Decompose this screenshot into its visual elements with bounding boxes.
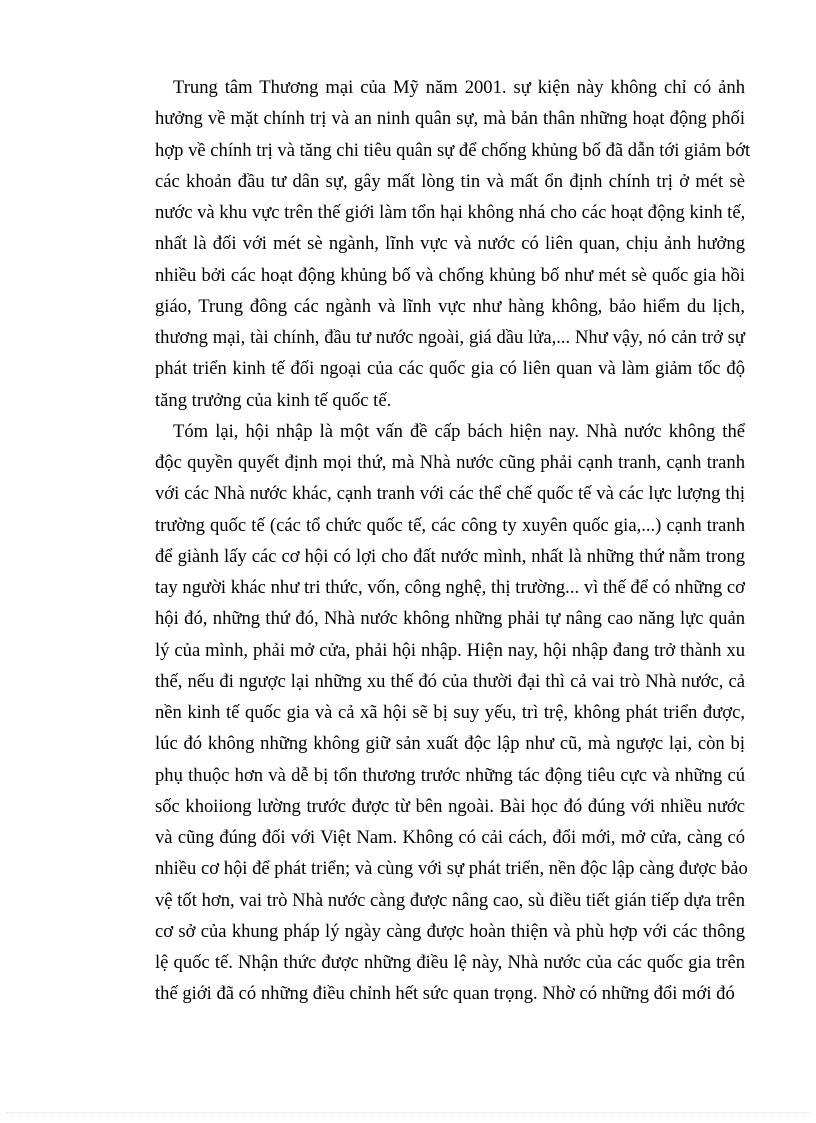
text-line: sốc khoiiong lường trước được từ bên ngoài. Bài học đó đúng với nhiều nước: [155, 795, 745, 817]
text-line: phụ thuộc hơn và dễ bị tổn thương trước những tác động tiêu cực và những cú: [155, 764, 745, 786]
text-line: vệ tốt hơn, vai trò Nhà nước càng được nâng cao, sù điều tiết gián tiếp dựa trên: [155, 889, 745, 911]
text-line: nhiều cơ hội để phát triển; và cùng với sự phát triển, nền độc lập càng được bảo: [155, 858, 748, 880]
text-line: lý của mình, phải mở cửa, phải hội nhập. Hiện nay, hội nhập đang trở thành xu: [155, 639, 745, 661]
page-bottom-border: [6, 1112, 810, 1113]
text-line: nước và khu vực trên thế giới làm tổn hại không nhá cho các hoạt động kinh tế,: [155, 202, 746, 223]
text-line: hợp về chính trị và tăng chi tiêu quân sự để chống khủng bố đã dẫn tới giảm bớt: [155, 139, 751, 161]
text-line: các khoản đầu tư dân sự, gây mất lòng tin và mất ổn định chính trị ở mét sè: [155, 170, 745, 192]
text-line: tay người khác như tri thức, vốn, công nghệ, thị trường... vì thế để có những cơ: [155, 577, 745, 598]
text-line: Trung tâm Thương mại của Mỹ năm 2001. sự kiện này không chỉ có ảnh: [173, 77, 745, 98]
text-line: hội đó, những thứ đó, Nhà nước không những phải tự nâng cao năng lực quản: [155, 608, 745, 630]
text-line: nhất là đối với mét sè ngành, lĩnh vực và nước có liên quan, chịu ảnh hưởng: [155, 233, 745, 255]
text-line: và cũng đúng đối với Việt Nam. Không có cải cách, đổi mới, mở cửa, càng có: [155, 827, 745, 848]
text-line: với các Nhà nước khác, cạnh tranh với các thể chế quốc tế và các lực lượng thị: [155, 483, 745, 505]
paragraph-2: [155, 416, 748, 1010]
text-line: độc quyền quyết định mọi thứ, mà Nhà nước cũng phải cạnh tranh, cạnh tranh: [155, 452, 745, 473]
text-line: cơ sở của khung pháp lý ngày càng được hoàn thiện và phù hợp với các thông: [155, 920, 745, 942]
text-line: hưởng về mặt chính trị và an ninh quân sự, mà bản thân những hoạt động phối: [155, 108, 745, 130]
text-line: thế giới đã có những điều chỉnh hết sức quan trọng. Nhờ có những đổi mới đó: [155, 983, 735, 1005]
text-line: thế, nếu đi ngược lại những xu thế đó của thười đại thì cả vai trò Nhà nước, cả: [155, 670, 745, 692]
text-line: trường quốc tế (các tổ chức quốc tế, các công ty xuyên quốc gia,...) cạnh tranh: [155, 514, 745, 536]
text-line: thương mại, tài chính, đầu tư nước ngoài, giá dầu lửa,... Như vậy, nó cản trở sự: [155, 327, 745, 348]
paragraph-1: [155, 72, 751, 416]
text-line: nhiều bởi các hoạt động khủng bố và chống khủng bố như mét sè quốc gia hồi: [155, 264, 745, 286]
text-line: lệ quốc tế. Nhận thức được những điều lệ này, Nhà nước của các quốc gia trên: [155, 952, 745, 973]
text-line: để giành lấy các cơ hội có lợi cho đất nước mình, nhất là những thứ nằm trong: [155, 545, 745, 567]
text-line: Tóm lại, hội nhập là một vấn đề cấp bách hiện nay. Nhà nước không thể: [173, 420, 745, 442]
text-line: phát triển kinh tế đối ngoại của các quốc gia có liên quan và làm giảm tốc độ: [155, 358, 745, 380]
text-line: lúc đó không những không giữ sản xuất độc lập như cũ, mà ngược lại, còn bị: [155, 733, 745, 755]
document-body: [155, 72, 751, 1010]
text-line: tăng trưởng của kinh tế quốc tế.: [155, 389, 392, 411]
text-line: giáo, Trung đông các ngành và lĩnh vực như hàng không, bảo hiểm du lịch,: [155, 295, 745, 317]
text-line: nền kinh tế quốc gia và cả xã hội sẽ bị suy yếu, trì trệ, không phát triển được,: [155, 702, 745, 723]
